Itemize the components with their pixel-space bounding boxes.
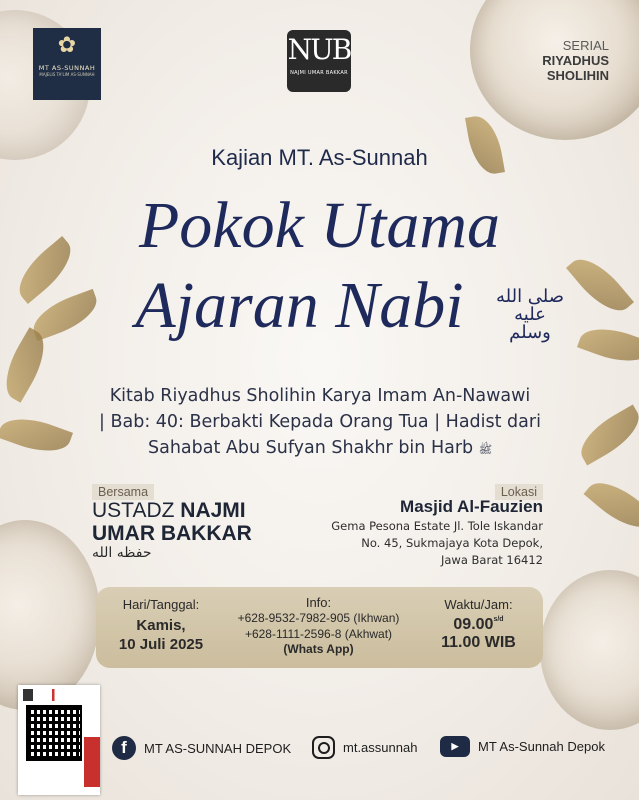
kitab-line3: Sahabat Abu Sufyan Shakhr bin Harb [147, 438, 474, 458]
time-start-wrap [421, 616, 536, 634]
rose-decoration-bottom-right [540, 570, 639, 730]
title-line1: Pokok Utama [138, 189, 501, 262]
kitab-line2: | Bab: 40: Berbakti Kepada Orang Tua | Hadist dari [99, 412, 541, 432]
time-label: Waktu/Jam: [444, 597, 513, 612]
bersama-label-wrap [92, 481, 154, 500]
logo-name: MT AS-SUNNAH [38, 64, 96, 72]
kitab-line1: Kitab Riyadhus Sholihin Karya Imam An-Nawawi [109, 386, 531, 406]
nub-caption: NAJMI UMAR BAKKAR [290, 70, 348, 76]
phone-ikhwan[interactable]: +628-9532-7982-905 (Ikhwan) [237, 611, 400, 625]
leaf-decoration [572, 405, 639, 466]
serial-line3: SHOLIHIN [546, 68, 609, 83]
qr-card-header [23, 689, 95, 701]
lokasi-label: Lokasi [495, 484, 543, 500]
address-line1: Gema Pesona Estate Jl. Tole Iskandar [331, 519, 543, 533]
facebook-link[interactable] [112, 736, 291, 760]
time-separator: s/d [493, 616, 504, 623]
ustadz-name [92, 499, 252, 545]
facebook-icon: f [112, 736, 136, 760]
youtube-icon: ▶ [440, 736, 470, 757]
salawat-calligraphy: صلى الله عليه وسلم [495, 286, 565, 343]
kajian-heading: Kajian MT. As-Sunnah [211, 145, 428, 170]
time-column [421, 597, 536, 652]
ustadz-line2: UMAR BAKKAR [92, 522, 252, 545]
serial-line2: RIYADHUS [542, 53, 609, 68]
hafizhahullah-calligraphy: حفظه الله [92, 545, 152, 561]
instagram-icon [312, 736, 335, 759]
contact-column [216, 595, 421, 656]
address-line2: No. 45, Sukmajaya Kota Depok, [361, 536, 543, 550]
youtube-link[interactable] [440, 736, 605, 757]
contact-label: Info: [305, 595, 332, 610]
rose-decoration-bottom-left [0, 520, 100, 710]
kitab-line3-wrap [60, 435, 580, 463]
radhiyallahu-glyph: ﷺ [478, 443, 493, 456]
date-day: Kamis, [136, 617, 186, 634]
lotus-icon: ✿ [57, 33, 77, 58]
serial-label [542, 38, 609, 83]
title-line2: Ajaran Nabi [135, 269, 464, 342]
masjid-name: Masjid Al-Fauzien [400, 497, 543, 516]
qr-code-card[interactable] [18, 685, 100, 795]
nub-logo [287, 30, 351, 92]
youtube-channel: MT As-Sunnah Depok [478, 739, 605, 754]
qr-code[interactable] [26, 705, 82, 761]
event-info-box [96, 587, 543, 668]
ustadz-first-name: NAJMI [180, 499, 246, 522]
date-value: 10 Juli 2025 [118, 636, 204, 653]
leaf-decoration [584, 471, 639, 539]
time-start: 09.00 [453, 616, 494, 633]
ustadz-title: USTADZ [92, 499, 181, 522]
nub-monogram: NUB [287, 33, 351, 66]
whatsapp-note: (Whats App) [283, 642, 354, 656]
kitab-description [60, 383, 580, 463]
mt-assunnah-logo [33, 28, 101, 100]
facebook-handle: MT AS-SUNNAH DEPOK [144, 740, 292, 756]
instagram-handle: mt.assunnah [343, 740, 418, 755]
instagram-link[interactable] [312, 736, 417, 759]
date-label: Hari/Tanggal: [122, 597, 200, 612]
ustadz-line1-wrap [92, 499, 252, 522]
serial-line1: SERIAL [562, 38, 609, 53]
bersama-label: Bersama [92, 484, 154, 500]
masjid-address [283, 518, 543, 569]
address-line3: Jawa Barat 16412 [440, 553, 543, 567]
time-end: 11.00 WIB [441, 634, 516, 651]
qr-card-accent [84, 737, 100, 787]
date-column [106, 597, 216, 654]
phone-akhwat[interactable]: +628-1111-2596-8 (Akhwat) [244, 627, 393, 641]
logo-tagline: MAJELIS TA'LIM AS-SUNNAH [39, 72, 95, 77]
